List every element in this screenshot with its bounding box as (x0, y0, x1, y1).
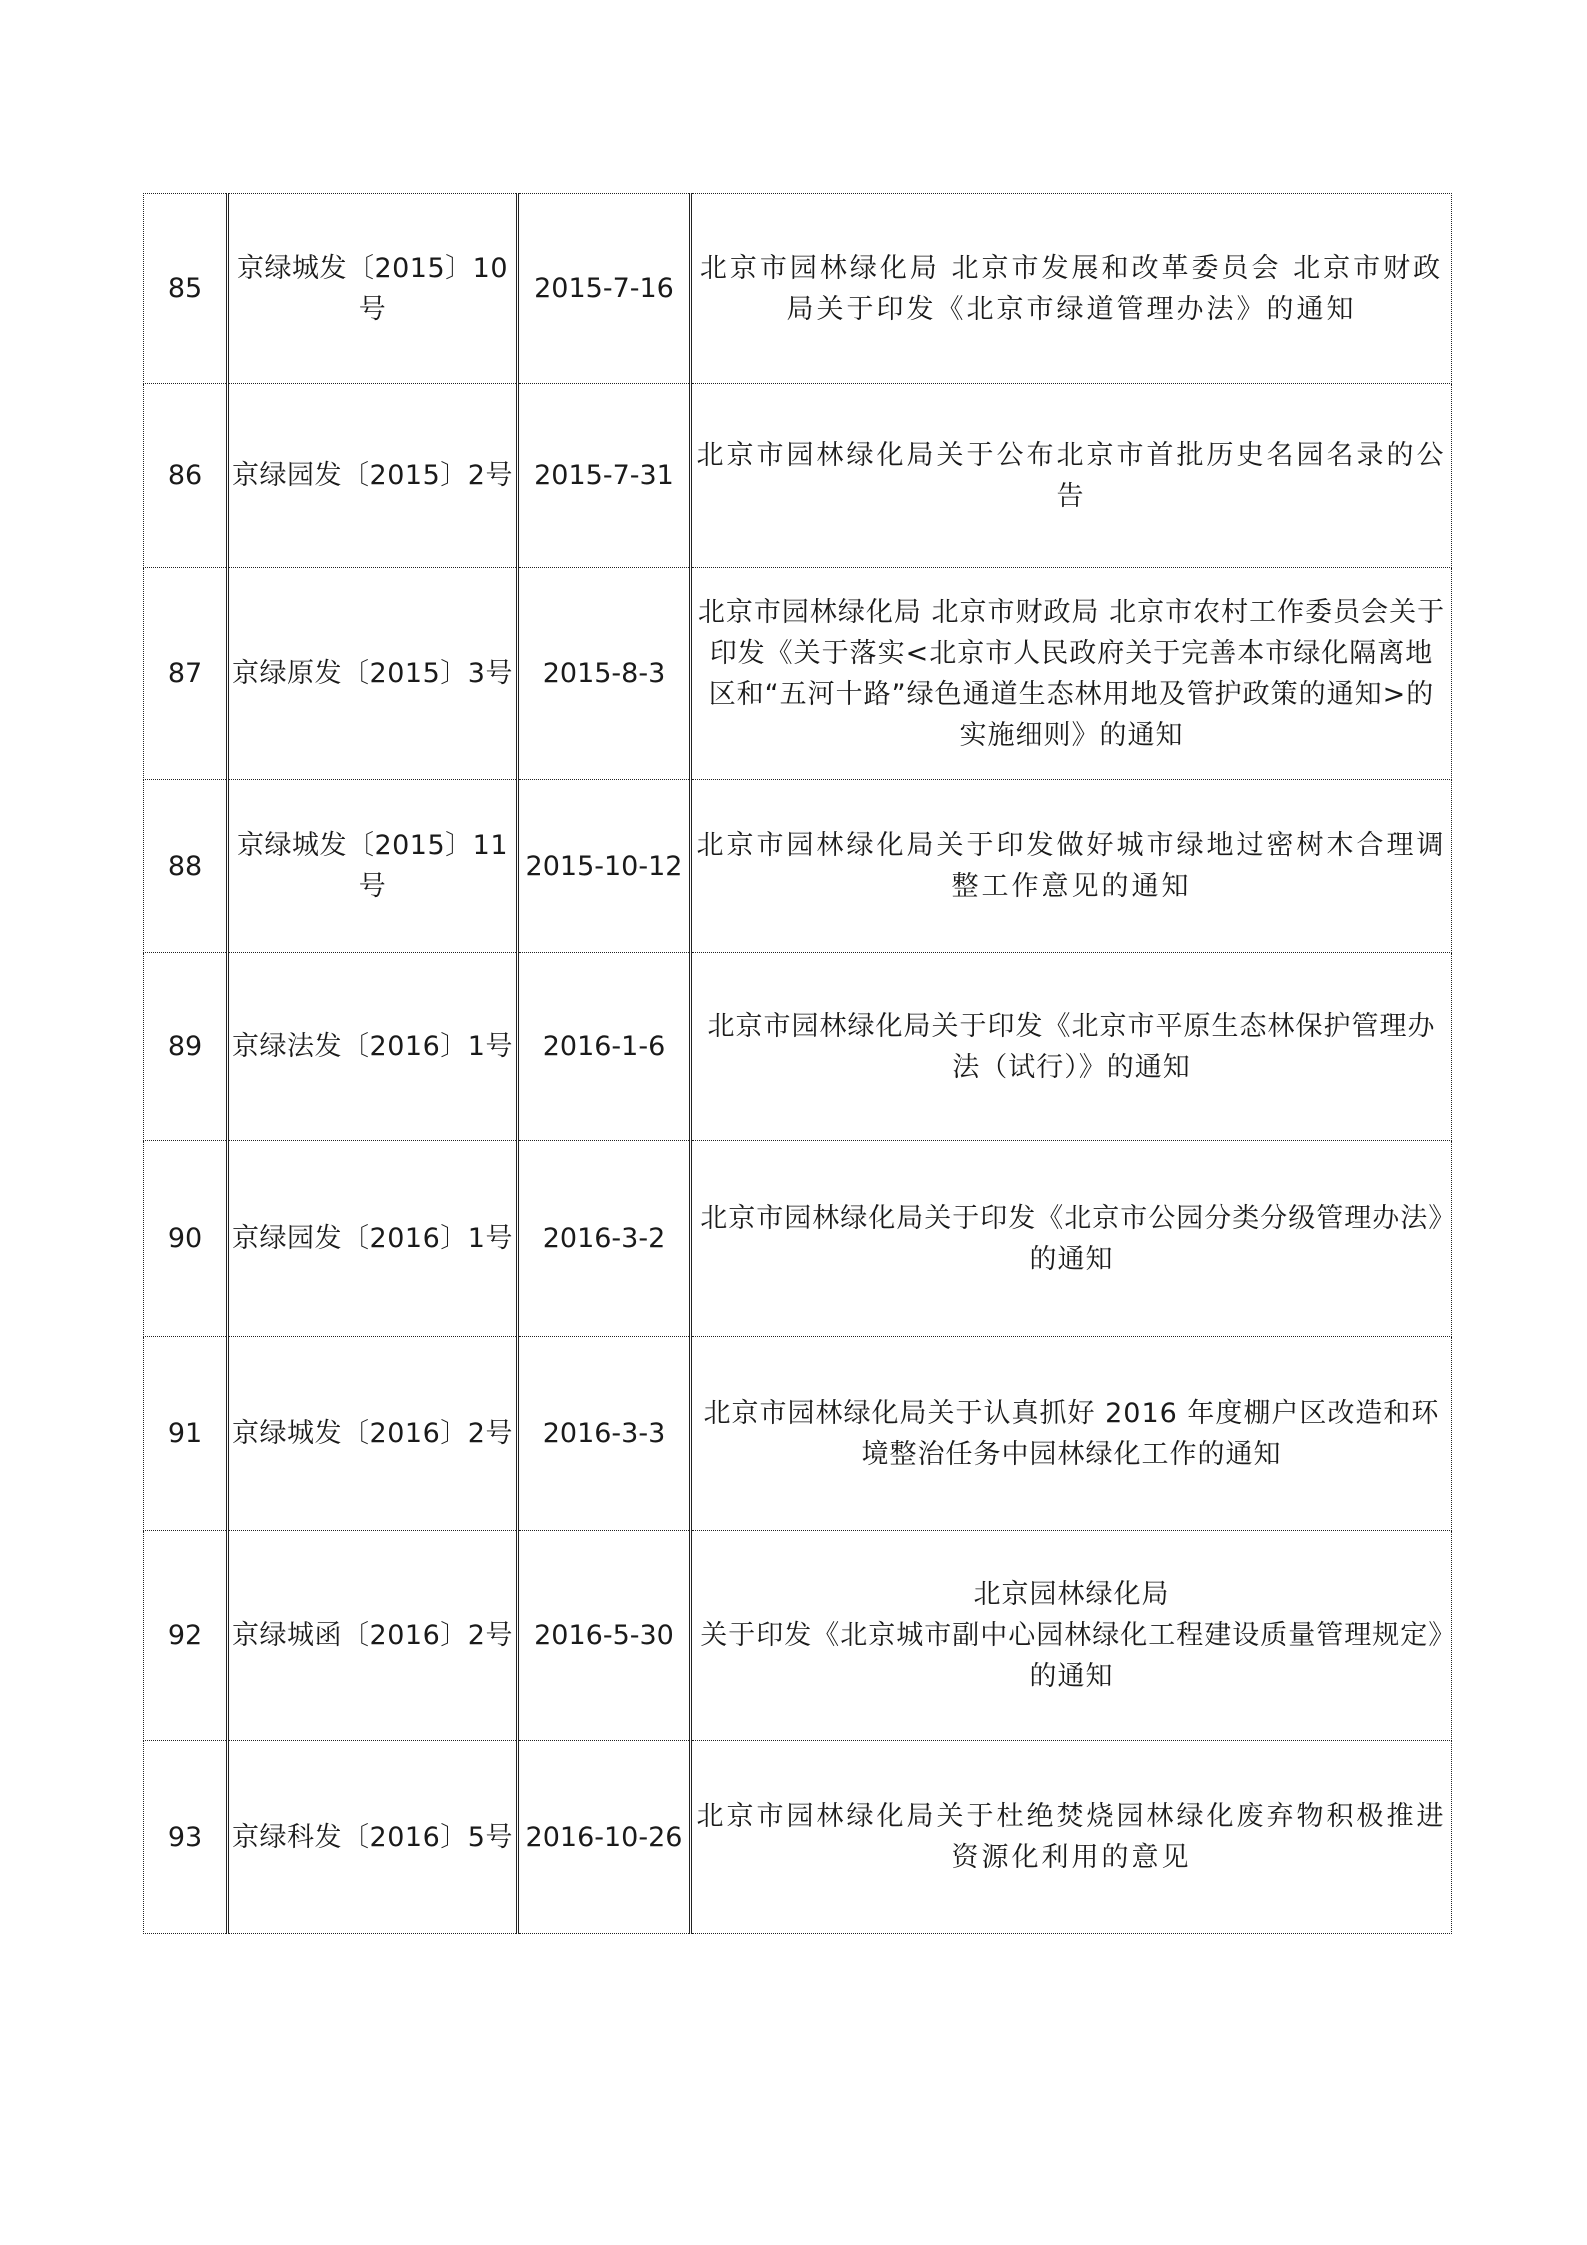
issue-date: 2015-8-3 (518, 568, 691, 780)
document-title: 北京市园林绿化局关于杜绝焚烧园林绿化废弃物积极推进资源化利用的意见 (691, 1741, 1452, 1934)
issue-date: 2015-10-12 (518, 780, 691, 953)
document-title (691, 1531, 1452, 1741)
document-code: 京绿城发〔2015〕11号 (228, 780, 518, 953)
row-number: 89 (144, 953, 228, 1141)
document-title: 北京市园林绿化局关于印发《北京市平原生态林保护管理办法（试行）》的通知 (691, 953, 1452, 1141)
document-code: 京绿城发〔2015〕10号 (228, 194, 518, 384)
document-title-line-1: 北京园林绿化局 (973, 1579, 1170, 1610)
row-number: 92 (144, 1531, 228, 1741)
table-row (144, 780, 1452, 953)
document-code: 京绿园发〔2016〕1号 (228, 1141, 518, 1337)
row-number: 86 (144, 384, 228, 568)
issue-date: 2016-10-26 (518, 1741, 691, 1934)
table-row (144, 1337, 1452, 1531)
table-row (144, 1741, 1452, 1934)
row-number: 88 (144, 780, 228, 953)
document-title: 北京市园林绿化局关于公布北京市首批历史名园名录的公告 (691, 384, 1452, 568)
issue-date: 2015-7-16 (518, 194, 691, 384)
row-number: 85 (144, 194, 228, 384)
table-row (144, 384, 1452, 568)
document-title: 北京市园林绿化局关于印发《北京市公园分类分级管理办法》的通知 (691, 1141, 1452, 1337)
document-code: 京绿园发〔2015〕2号 (228, 384, 518, 568)
row-number: 90 (144, 1141, 228, 1337)
document-code: 京绿城发〔2016〕2号 (228, 1337, 518, 1531)
table-row (144, 1531, 1452, 1741)
document-title-line-2: 关于印发《北京城市副中心园林绿化工程建设质量管理规定》的通知 (700, 1620, 1443, 1692)
row-number: 87 (144, 568, 228, 780)
document-code: 京绿城函〔2016〕2号 (228, 1531, 518, 1741)
row-number: 91 (144, 1337, 228, 1531)
issue-date: 2016-3-2 (518, 1141, 691, 1337)
issue-date: 2016-1-6 (518, 953, 691, 1141)
document-title: 北京市园林绿化局 北京市财政局 北京市农村工作委员会关于印发《关于落实<北京市人民政府关于完善本市绿化隔离地区和“五河十路”绿色通道生态林用地及管护政策的通知>的实施细则》的通知 (691, 568, 1452, 780)
table-row (144, 194, 1452, 384)
issue-date: 2016-5-30 (518, 1531, 691, 1741)
issue-date: 2016-3-3 (518, 1337, 691, 1531)
row-number: 93 (144, 1741, 228, 1934)
table-row (144, 953, 1452, 1141)
document-code: 京绿科发〔2016〕5号 (228, 1741, 518, 1934)
document-title: 北京市园林绿化局关于认真抓好 2016 年度棚户区改造和环境整治任务中园林绿化工作的通知 (691, 1337, 1452, 1531)
document-code: 京绿法发〔2016〕1号 (228, 953, 518, 1141)
table-row (144, 568, 1452, 780)
table-row (144, 1141, 1452, 1337)
document-title: 北京市园林绿化局 北京市发展和改革委员会 北京市财政局关于印发《北京市绿道管理办法》的通知 (691, 194, 1452, 384)
document-title: 北京市园林绿化局关于印发做好城市绿地过密树木合理调整工作意见的通知 (691, 780, 1452, 953)
issue-date: 2015-7-31 (518, 384, 691, 568)
document-code: 京绿原发〔2015〕3号 (228, 568, 518, 780)
document-table (143, 193, 1452, 1934)
